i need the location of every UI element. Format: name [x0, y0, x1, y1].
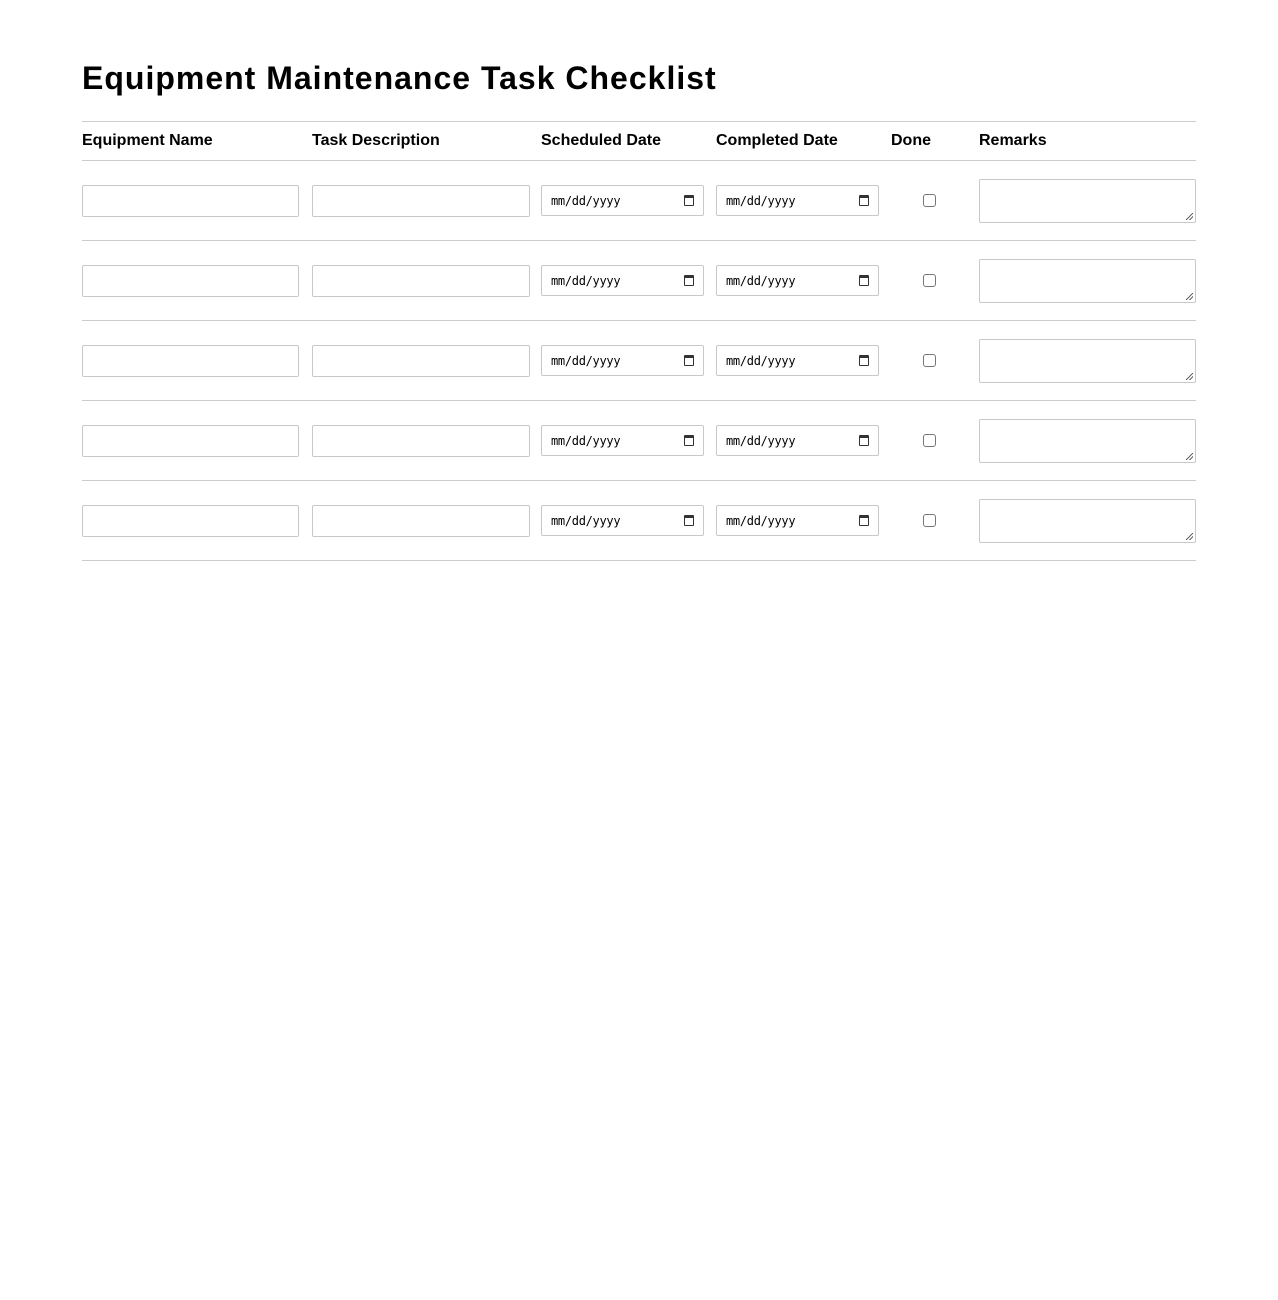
remarks-textarea[interactable] — [979, 499, 1196, 543]
scheduled-date-input[interactable] — [541, 265, 704, 296]
calendar-icon[interactable] — [859, 275, 869, 286]
done-checkbox[interactable] — [923, 194, 936, 207]
calendar-icon[interactable] — [684, 275, 694, 286]
calendar-icon[interactable] — [859, 435, 869, 446]
table-row — [82, 321, 1196, 401]
header-equipment-name: Equipment Name — [82, 132, 213, 149]
date-placeholder: mm/dd/yyyy — [551, 433, 621, 448]
date-placeholder: mm/dd/yyyy — [726, 513, 796, 528]
header-task-description: Task Description — [312, 132, 440, 149]
calendar-icon[interactable] — [684, 515, 694, 526]
remarks-textarea[interactable] — [979, 259, 1196, 303]
resize-handle-icon[interactable] — [1186, 213, 1193, 220]
header-remarks: Remarks — [979, 132, 1047, 149]
table-row — [82, 481, 1196, 561]
resize-handle-icon[interactable] — [1186, 453, 1193, 460]
date-placeholder: mm/dd/yyyy — [551, 273, 621, 288]
remarks-textarea[interactable] — [979, 179, 1196, 223]
equipment-name-input[interactable] — [82, 505, 299, 537]
equipment-name-input[interactable] — [82, 185, 299, 217]
calendar-icon[interactable] — [859, 355, 869, 366]
done-checkbox[interactable] — [923, 514, 936, 527]
header-completed-date: Completed Date — [716, 132, 838, 149]
completed-date-input[interactable] — [716, 425, 879, 456]
calendar-icon[interactable] — [684, 355, 694, 366]
scheduled-date-input[interactable] — [541, 185, 704, 216]
page-title: Equipment Maintenance Task Checklist — [82, 60, 717, 96]
task-description-input[interactable] — [312, 265, 530, 297]
done-checkbox[interactable] — [923, 434, 936, 447]
date-placeholder: mm/dd/yyyy — [726, 273, 796, 288]
date-placeholder: mm/dd/yyyy — [726, 353, 796, 368]
task-description-input[interactable] — [312, 505, 530, 537]
done-checkbox[interactable] — [923, 274, 936, 287]
resize-handle-icon[interactable] — [1186, 533, 1193, 540]
header-done: Done — [891, 132, 931, 149]
equipment-name-input[interactable] — [82, 265, 299, 297]
remarks-textarea[interactable] — [979, 419, 1196, 463]
scheduled-date-input[interactable] — [541, 425, 704, 456]
task-description-input[interactable] — [312, 345, 530, 377]
completed-date-input[interactable] — [716, 265, 879, 296]
equipment-name-input[interactable] — [82, 345, 299, 377]
table-row — [82, 401, 1196, 481]
date-placeholder: mm/dd/yyyy — [551, 513, 621, 528]
checklist-page — [82, 56, 1196, 528]
date-placeholder: mm/dd/yyyy — [551, 193, 621, 208]
table-row — [82, 241, 1196, 321]
task-description-input[interactable] — [312, 425, 530, 457]
header-scheduled-date: Scheduled Date — [541, 132, 662, 149]
calendar-icon[interactable] — [859, 195, 869, 206]
remarks-textarea[interactable] — [979, 339, 1196, 383]
completed-date-input[interactable] — [716, 505, 879, 536]
scheduled-date-input[interactable] — [541, 345, 704, 376]
date-placeholder: mm/dd/yyyy — [726, 433, 796, 448]
date-placeholder: mm/dd/yyyy — [551, 353, 621, 368]
calendar-icon[interactable] — [859, 515, 869, 526]
task-description-input[interactable] — [312, 185, 530, 217]
maintenance-table — [82, 121, 1196, 561]
date-placeholder: mm/dd/yyyy — [726, 193, 796, 208]
done-checkbox[interactable] — [923, 354, 936, 367]
header-row — [82, 122, 1196, 161]
resize-handle-icon[interactable] — [1186, 373, 1193, 380]
completed-date-input[interactable] — [716, 185, 879, 216]
equipment-name-input[interactable] — [82, 425, 299, 457]
scheduled-date-input[interactable] — [541, 505, 704, 536]
resize-handle-icon[interactable] — [1186, 293, 1193, 300]
table-row — [82, 161, 1196, 241]
completed-date-input[interactable] — [716, 345, 879, 376]
calendar-icon[interactable] — [684, 195, 694, 206]
calendar-icon[interactable] — [684, 435, 694, 446]
